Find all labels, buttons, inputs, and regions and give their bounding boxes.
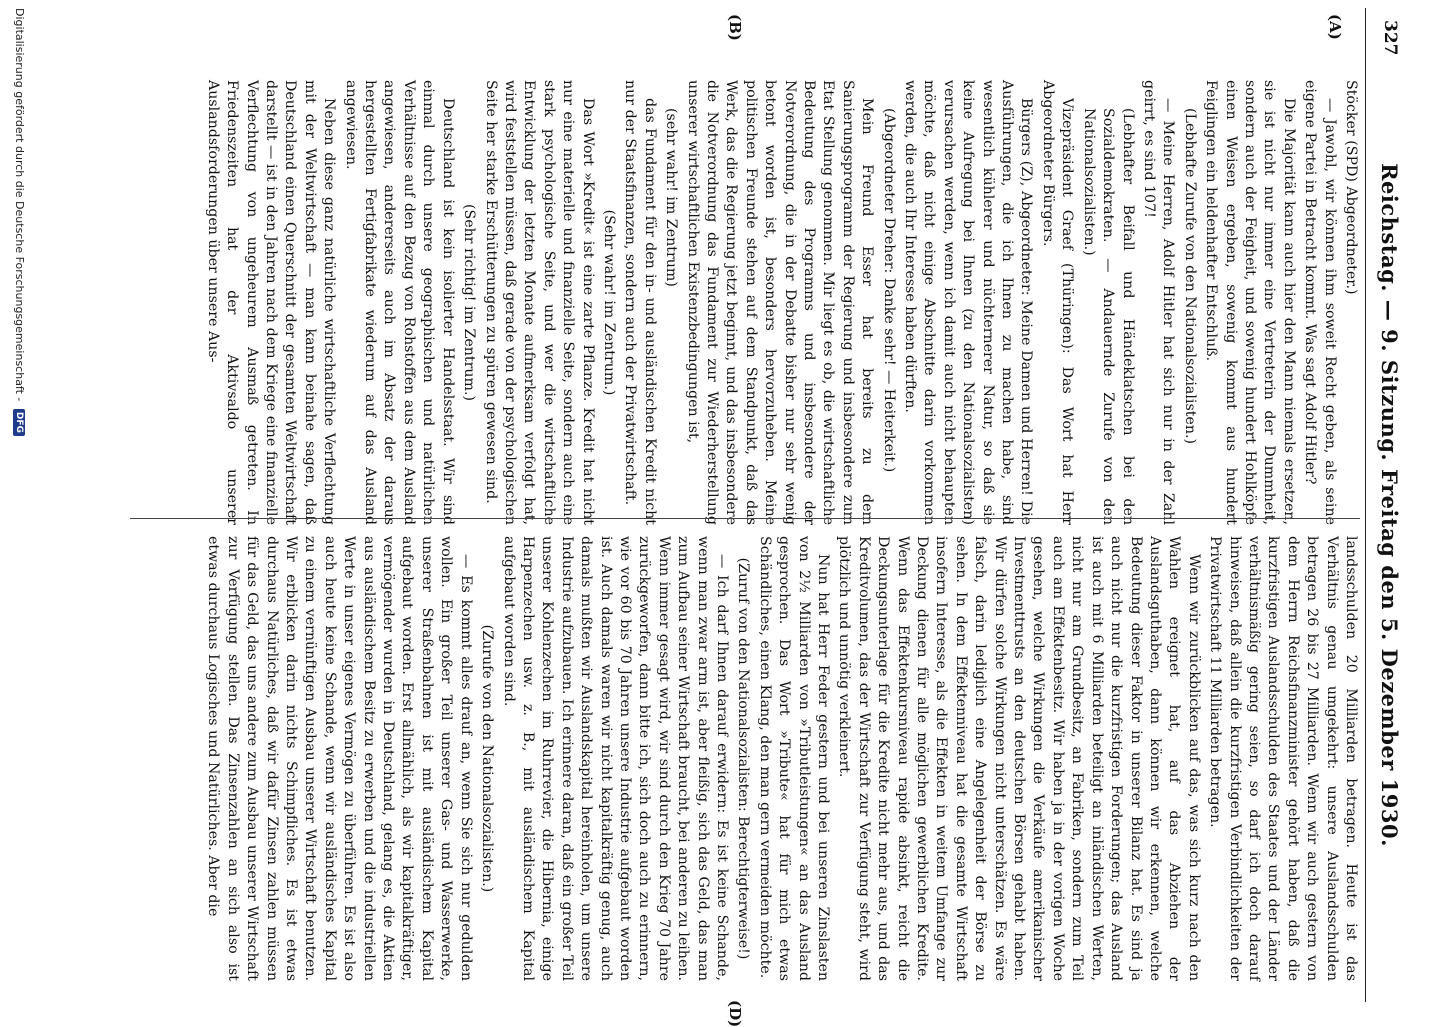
left-text-column — [200, 80, 1360, 525]
paragraph: Stöcker (SPD) Abgeordneter.) — [1343, 80, 1359, 295]
paragraph: Die Majorität kann auch hier den Mann niemals ersetzen, sie ist nicht nur immer eine Vertreterin der Dummheit, sondern auch der Feigheit, und sowenig hundert Hohlköpfe einen Weisen ergeben, sowenig kommt aus hundert Feiglingen ein heldenhafter Entschluß. — [1203, 80, 1297, 525]
paragraph: Deutschland ist kein isolierter Handelsstaat. Wir sind einmal durch unsere geographischen und natürlichen Verhältnisse auf den Bezug von Rohstoffen aus dem Ausland angewiesen, andererseits auch im Absatz der daraus hergestellten Fertigfabrikate wiederum auf das Ausland angewiesen. — [342, 80, 456, 525]
interjection: (Lebhafte Zurufe von den Nationalsozialisten.) — [1181, 108, 1198, 445]
paragraph: Nun hat Herr Feder gestern und bei unseren Zinslasten von 2½ Milliarden von »Tributleistungen« an das Ausland gesprochen. Das Wort »Tribute« hat für mich etwas Schändliches, einen Klang, den man gern vermeiden möchte. — [756, 536, 832, 981]
interjection: (Zurufe von den Nationalsozialisten.) — [479, 624, 496, 893]
interjection: (Lebhafter Beifall und Händeklatschen bei den Sozialdemokraten. — Andauernde Zurufe von den Nationalsozialisten.) — [1080, 108, 1136, 525]
paragraph: — Es kommt alles drauf an, wenn Sie sich nur gedulden wollen. Ein großer Teil unserer Gas- und Wasserwerke, unserer Straßenbahnen ist mit ausländischem Kapital aufgebaut worden. Erst allmählich, als wir kapitalkräftiger, vermögender wurden in Deutschland, gelang es, die Aktien aus ausländischem Besitz zu erwerben und die industriellen Werte in unser eigenes Vermögen zu überführen. Es ist also auch heute keine Schande, wenn wir ausländisches Kapital zu einem vernünftigen Ausbau unserer Wirtschaft benutzen. Wir erblicken darin nichts Schimpfliches. Es ist etwas durchaus Natürliches, daß wir dafür Zinsen zahlen müssen für das Geld, das uns andere zum Ausbau unserer Wirtschaft zur Verfügung stellen. Das Zinsenzahlen an sich also ist etwas durchaus Logisches und Natürliches. Aber die — [205, 536, 474, 981]
paragraph: das Fundament für den in- und ausländischen Kredit nicht nur der Staatsfinanzen, sondern auch der Privatwirtschaft. — [622, 80, 658, 525]
paragraph: — Meine Herren, Adolf Hitler hat sich nur in der Zahl geirrt, es sind 107! — [1140, 80, 1177, 525]
paragraph: Neben diese ganz natürliche wirtschaftliche Verflechtung mit der Weltwirtschaft — man kann beinahe sagen, daß Deutschland einen Querschnitt der gesamten Weltwirtschaft darstellt — ist in den Jahren nach dem Kriege eine finanzielle Verflechtung von ungeheurem Ausmaß getreten. In Friedenszeiten hat der Aktivsaldo unserer Auslandsforderungen über unsere Aus- — [204, 80, 338, 525]
paragraph: Wenn wir zurückblicken auf das, was sich kurz nach den Wahlen ereignet hat, auf das Abziehen der Auslandsguthaben, dann können wir erkennen, welche Bedeutung dieser Faktor in unserer Bilanz hat. Es sind ja auch nicht nur die kurzfristigen Forderungen; das Ausland ist auch mit 6 Milliarden beteiligt an inländischen Werten, nicht nur am Grundbesitz, an Fabriken, sondern zum Teil auch am Effektenbesitz. Wir haben ja in der vorigen Woche gesehen, welche Wirkungen die Verkäufe amerikanischer Investmenttrusts an den deutschen Börsen gehabt haben. Wir dürfen solche Wirkungen nicht unterschätzen. Es wäre falsch, darin lediglich eine Angelegenheit der Börse zu sehen. In dem Effektenniveau hat die gesamte Wirtschaft insofern Interesse, als die Effekten in weitem Umfange zur Deckung dienen für alle möglichen gewerblichen Kredite. Wenn das Effektenkursniveau rapide absinkt, reicht die Deckungsunterlage für die Kredite nicht mehr aus, und das Kreditvolumen, das der Wirtschaft zur Verfügung steht, wird plötzlich und unnötig verkleinert. — [836, 536, 1202, 981]
interjection: (Sehr wahr! im Zentrum.) — [600, 209, 617, 396]
interjection: (Abgeordneter Dreher: Danke sehr! — Heiterkeit.) — [880, 108, 897, 473]
page-number: 327 — [1380, 20, 1400, 56]
right-text-column — [201, 536, 1360, 981]
interjection: (sehr wahr! im Zentrum) — [663, 108, 680, 287]
margin-mark-b: (B) — [726, 14, 744, 41]
margin-mark-a: (A) — [1326, 14, 1344, 40]
column-divider — [130, 518, 1360, 519]
page-title: Reichstag. — 9. Sitzung. Freitag den 5. Dezember 1930. — [1377, 163, 1402, 847]
paragraph: Mein Freund Esser hat bereits zu dem Sanierungsprogramm der Regierung und insbesondere zum Etat Stellung genommen. Mir liegt es ob, die wirtschaftliche Bedeutung des Programms und insbesondere der Notverordnung, die in der Debatte bisher nur sehr wenig betont worden ist, besonders hervorzuheben. Meine politischen Freunde stehen auf dem Standpunkt, daß das Werk, das die Regierung jetzt beginnt, und das insbesondere die Notverordnung das Fundament zur Wiederherstellung unserer wirtschaftlichen Existenzbedingungen ist, — [684, 80, 876, 525]
interjection: (Zuruf von den Nationalsozialisten: Berechtigterweise!) — [735, 557, 752, 960]
paragraph: landsschulden 20 Milliarden betragen. Heute ist das Verhältnis genau umgekehrt: unsere Auslandsschulden betragen 26 bis 27 Milliarden. Wenn wir auch gestern von dem Herrn Reichsfinanzminister gehört haben, daß die kurzfristigen Auslandsschulden des Staates und der Länder verhältnismäßig gering seien, so darf ich doch darauf hinweisen, daß allein die kurzfristigen Verbindlichkeiten der Privatwirtschaft 11 Milliarden betragen. — [1207, 536, 1359, 981]
footer-text: Digitalisierung gefördert durch die Deutsche Forschungsgemeinschaft - — [13, 8, 26, 402]
paragraph: Das Wort »Kredit« ist eine zarte Pflanze. Kredit hat nicht nur eine materielle und finanzielle Seite, sondern auch eine stark psychologische Seite, und wer die wirtschaftliche Entwicklung der letzten Monate aufmerksam verfolgt hat, wird feststellen müssen, daß gerade von der psychologischen Seite her starke Erschütterungen zu spüren gewesen sind. — [482, 80, 596, 525]
digitization-footer — [13, 8, 26, 998]
paragraph: — Jawohl, wir können ihm soweit Recht geben, als seine eigene Partei in Betracht kommt. Was sagt Adolf Hitler? — [1302, 80, 1338, 525]
margin-mark-d: (D) — [726, 1000, 744, 1027]
paragraph: Bürgers (Z), Abgeordneter: Meine Damen und Herren! Die Ausführungen, die ich Ihnen zu machen habe, sind wesentlich kühlerer und nüchternerer Natur, so daß sie keine Aufregung bei Ihnen (zu den Nationalsozialisten) verursachen werden, wenn ich damit auch nicht behaupten möchte, daß nicht einige Abschnitte darin vorkommen werden, die auch Ihr Interesse haben dürften. — [902, 80, 1035, 525]
dfg-logo: DFG — [13, 409, 25, 436]
paragraph: Vizepräsident Graef (Thüringen): Das Wort hat Herr Abgeordneter Bürgers. — [1039, 80, 1076, 525]
page-header — [1365, 8, 1406, 1002]
interjection: (Sehr richtig! im Zentrum.) — [461, 203, 478, 402]
paragraph: — Ich darf Ihnen darauf erwidern: Es ist keine Schande, wenn man zwar arm ist, aber fleißig, sich das Geld, das man zum Aufbau seiner Wirtschaft braucht, bei anderen zu leihen. Wenn immer gesagt wird, wir sind durch den Krieg 70 Jahre zurückgeworfen, dann bitte ich, sich doch auch zu erinnern, wie vor 60 bis 70 Jahren unsere Industrie aufgebaut worden ist. Auch damals waren wir nicht kapitalkräftig genug, auch damals mußten wir Auslandskapital hereinholen, um unsere Industrie aufzubauen. Ich erinnere daran, daß ein großer Teil unserer Kohlenzechen im Ruhrrevier, die Hibernia, einige Harpenzechen usw. z. B., mit ausländischem Kapital aufgebaut worden sind. — [500, 536, 730, 981]
